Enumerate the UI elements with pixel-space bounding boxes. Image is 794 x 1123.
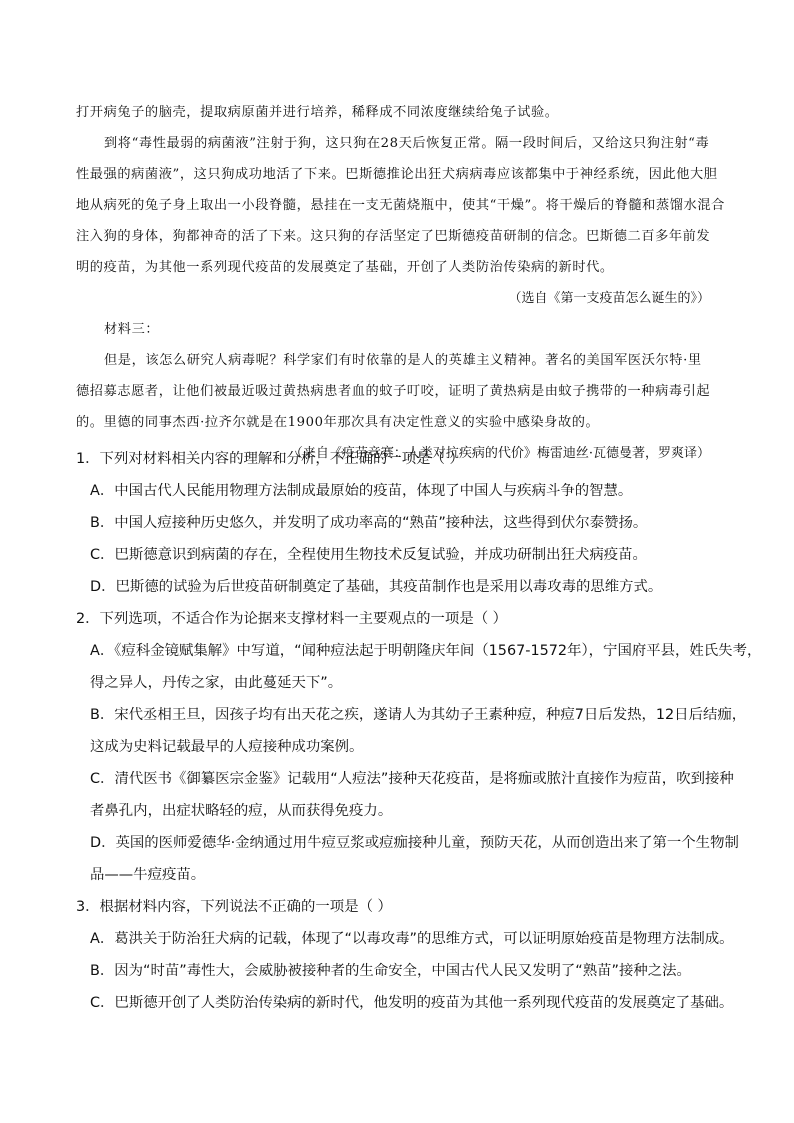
material3-source: （来自《疫苗竞赛：人类对抗疾病的代价》梅雷迪丝·瓦德曼著，罗爽译） [289,446,710,461]
material2-line: 注入狗的身体，狗都神奇的活了下来。这只狗的存活坚定了巴斯德疫苗研制的信念。巴斯德二百多年前发 [76,229,711,244]
question-2-option-b: B．宋代丞相王旦，因孩子均有出天花之疾，遂请人为其幼子王素种痘，种痘7日后发热，12日后结痂， [90,707,747,723]
question-3-stem: 3．根据材料内容，下列说法不正确的一项是（ ） [76,899,392,915]
question-3-option-b: B．因为“时苗”毒性大，会威胁被接种者的生命安全，中国古代人民又发明了“熟苗”接种之法。 [90,963,691,979]
material3-line: 德招募志愿者，让他们被最近吸过黄热病患者血的蚊子叮咬，证明了黄热病是由蚊子携带的一种病毒引起 [76,384,711,399]
question-3-option-a: A．葛洪关于防治狂犬病的记载，体现了“以毒攻毒”的思维方式，可以证明原始疫苗是物理方法制成。 [90,931,734,947]
question-2-option-a-cont: 得之异人，丹传之家，由此蔓延天下”。 [90,675,343,691]
material2-line: 到将“毒性最弱的病菌液”注射于狗，这只狗在28天后恢复正常。隔一段时间后，又给这只狗注射“毒 [104,136,710,151]
question-1-option-b: B．中国人痘接种历史悠久，并发明了成功率高的“熟苗”接种法，这些得到伏尔泰赞扬。 [90,515,648,531]
question-2-option-a: A．《痘科金镜赋集解》中写道，“闻种痘法起于明朝隆庆年间（1567-1572年），宁国府平县，姓氏失考， [90,643,762,659]
question-1-option-d: D．巴斯德的试验为后世疫苗研制奠定了基础，其疫苗制作也是采用以毒攻毒的思维方式。 [90,579,663,595]
question-3-option-c: C．巴斯德开创了人类防治传染病的新时代，他发明的疫苗为其他一系列现代疫苗的发展奠定了基础。 [90,995,734,1011]
question-2-option-c-cont: 者鼻孔内，出症状略轻的痘，从而获得免疫力。 [90,803,393,819]
material2-line: 性最强的病菌液”，这只狗成功地活了下来。巴斯德推论出狂犬病病毒应该都集中于神经系统，因此他大胆 [76,167,718,182]
question-1-option-c: C．巴斯德意识到病菌的存在，全程使用生物技术反复试验，并成功研制出狂犬病疫苗。 [90,547,647,563]
material3-line: 但是，该怎么研究人病毒呢？科学家们有时依靠的是人的英雄主义精神。著名的美国军医沃尔特·里 [104,353,702,368]
material3-heading: 材料三： [104,322,160,337]
question-2-option-d-cont: 品——牛痘疫苗。 [90,867,206,883]
question-2-option-c: C．清代医书《御纂医宗金鉴》记载用“人痘法”接种天花疫苗，是将痂或脓汁直接作为痘苗，吹到接种 [90,771,734,787]
material3-line: 的。里德的同事杰西·拉齐尔就是在1900年那次具有决定性意义的实验中感染身故的。 [76,415,600,430]
question-2-option-d: D．英国的医师爱德华·金纳通过用牛痘豆浆或痘痂接种儿童，预防天花，从而创造出来了第一个生物制 [90,835,739,851]
question-1-stem: 1．下列对材料相关内容的理解和分析，不正确的一项是（ ） [76,451,464,467]
material2-source: （选自《第一支疫苗怎么诞生的》） [508,291,710,306]
material2-line: 地从病死的兔子身上取出一小段脊髓，悬挂在一支无菌烧瓶中，使其“干燥”。将干燥后的脊髓和蒸馏水混合 [76,198,725,213]
material2-line: 明的疫苗，为其他一系列现代疫苗的发展奠定了基础，开创了人类防治传染病的新时代。 [76,260,614,275]
question-2-stem: 2．下列选项，不适合作为论据来支撑材料一主要观点的一项是（ ） [76,611,508,627]
question-2-option-b-cont: 这成为史料记载最早的人痘接种成功案例。 [90,739,364,755]
material2-line: 打开病兔子的脑壳，提取病原菌并进行培养，稀释成不同浓度继续给兔子试验。 [76,105,559,120]
question-1-option-a: A．中国古代人民能用物理方法制成最原始的疫苗，体现了中国人与疾病斗争的智慧。 [90,483,633,499]
